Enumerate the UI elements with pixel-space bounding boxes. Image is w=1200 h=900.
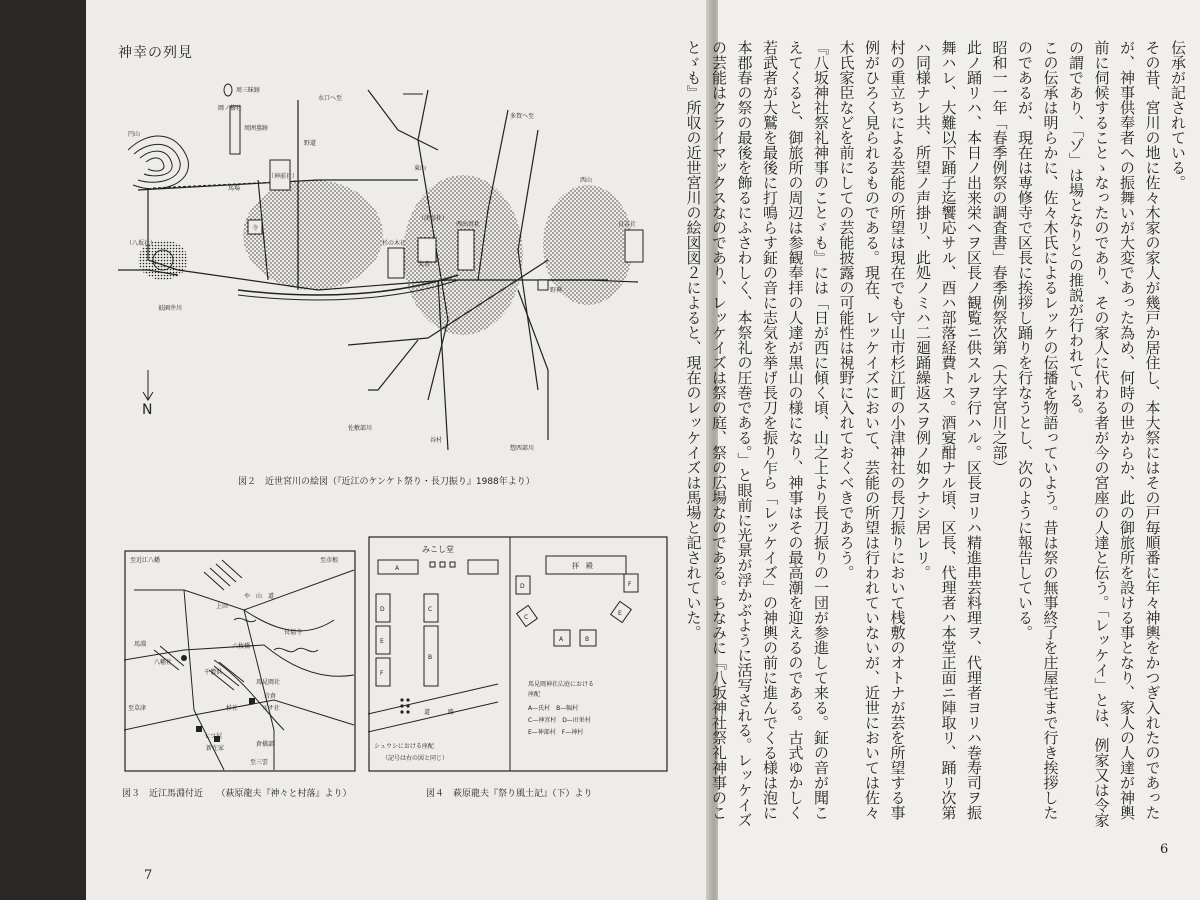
fig4-right-box-c: C <box>524 614 529 621</box>
figure-4-diagram <box>368 536 668 772</box>
fig4-road-label: 道 路 <box>424 709 455 716</box>
fig4-legend-row-1: A—氏村 B—幅村 <box>528 705 579 712</box>
fig3-label-hachimansha: 八幡社 <box>154 659 173 666</box>
fig3-label-mikumo: 至三雲 <box>250 759 269 766</box>
fig4-right-box-d: D <box>520 583 525 590</box>
figure-3-svg <box>124 550 356 772</box>
figure-4-svg <box>368 536 668 772</box>
figure-2-map <box>118 70 698 470</box>
fig2-label-nogami: 野神 <box>550 287 563 294</box>
fig3-label-ueda: 上田 <box>216 603 229 610</box>
figure-3-caption: 図３ 近江馬淵付近 （萩原龍夫『神々と村落』より） <box>122 789 352 799</box>
fig3-label-mabuchi: 馬淵 <box>134 641 147 648</box>
fig2-label-sugiki: 杉の木社 <box>382 240 407 247</box>
fig2-label-nishiide: 西出宮社 <box>456 221 481 228</box>
fig2-label-giongawa: 祇園井川 <box>158 305 183 312</box>
body-paragraph: 『八坂神社祭礼神事のことゞも』には「日が西に傾く頃、山之上より長刀振りの一団が参進して来る。鉦の音が聞こえてくると、御旅所の周辺は参観奉拝の人達が黒山の様になり、神事はその最高潮を迎えるのである。古式ゆかしく若武者が大鷲を最後に打鳴らす鉦の音に志気を挙げ長刀を振り乍ら「レッケイズ」の神輿の前に進んでくる様は泡に本郡春の祭の最後を飾るにふさわしく、本祭礼の圧巻である。」と眼前に光景が浮かぶように活写される。レッケイズの芸能はクライマックスなのであり、レッケイズは祭の庭、祭の広場なのである。ちなみに『八坂神社祭礼神事のことゞも』所収の近世宮川の絵図図２によると、現在のレッケイズは馬場と記されていた。 <box>684 40 830 828</box>
fig2-label-hiyoshi: 日吉社 <box>618 221 637 228</box>
fig2-label-kanzan: （神前社） <box>268 173 299 180</box>
fig4-right-box-f: F <box>628 581 632 588</box>
fig2-label-baba: 馬場 <box>228 185 241 192</box>
fig3-label-susa: スサ社 <box>262 705 280 712</box>
fig4-legend-row-3: E—神部村 F—神村 <box>528 729 584 736</box>
fig3-label-senso: 千僧供 <box>204 669 223 676</box>
fig3-label-iwakura: 岩倉 <box>264 693 277 700</box>
north-arrow-label: N <box>142 402 153 418</box>
fig2-label-maruyama: 円山 <box>128 131 141 138</box>
fig3-label-shinzaike: 新在家 <box>206 745 225 752</box>
fig4-right-box-b: B <box>585 636 590 643</box>
fig4-left-note-1: シュウシにおける座配 <box>374 743 434 750</box>
fig4-legend-row-2: C—神宮村 D—田栄村 <box>528 717 591 724</box>
figure-2-svg <box>118 70 698 470</box>
fig3-label-omi-hachiman: 至近江八幡 <box>130 557 161 564</box>
fig3-label-chofukuji: 長福寺 <box>284 629 303 636</box>
running-header: 神幸の列見 <box>118 45 193 61</box>
page-number-left: 7 <box>144 868 153 883</box>
body-paragraph: 此ノ踊リハ、本日ノ出来栄ヘヲ区長ノ観覧ニ供スルヲ行ハル。区長ヨリハ精進串芸料理ヲ、代理者ヨリハ巻寿司ヲ振舞ハレ、大難以下踊子迄饗応サル、酉ハ部落経費トス。酒宴酣ナル頃、区長、代理者ハ本堂正面ニ陣取リ、踊リ次第ハ同様ナレ共、所望ノ声掛リ、此処ノミハ二廻踊繰返スヲ例ノ如クナシ居レリ。 <box>914 40 983 820</box>
fig4-left-note-2: （記号は右の図と同じ） <box>382 755 449 762</box>
fig4-right-box-e: E <box>618 610 622 617</box>
fig2-label-monogawa: 惣西部川 <box>510 445 535 452</box>
fig2-label-taga: 多賀へ至 <box>510 113 535 120</box>
figure-2-caption: 図２ 近世宮川の絵図（『近江のケンケト祭り・長刀振り』1988年より） <box>238 477 535 487</box>
body-text <box>684 40 1190 830</box>
fig2-legend-2: 岡ノ椿社 <box>218 105 243 112</box>
page-number-right: 6 <box>1160 842 1169 857</box>
fig2-label-higashiyama: 東山 <box>414 165 427 172</box>
fig2-label-omiya: 大宮 <box>418 261 431 268</box>
fig3-label-sugisha: 杉社 <box>226 705 239 712</box>
fig3-label-kurahashi: 倉橋部 <box>256 741 275 748</box>
fig3-label-hikone: 至彦根 <box>320 557 339 564</box>
fig4-legend-title-1: 馬見岡神社広庭における <box>528 681 595 688</box>
fig4-left-box-a: A <box>395 565 400 572</box>
figure-3-map <box>124 550 356 772</box>
body-paragraph: 昭和一一年「春季例祭の調査書」春季例祭次第（大字宮川之部） <box>990 40 1009 475</box>
body-paragraph: 伝承が記されている。 <box>1169 40 1187 190</box>
fig2-label-yasaka: （八坂社） <box>126 240 157 247</box>
fig4-haiden-label: 拝 殿 <box>572 562 593 570</box>
figure-4-caption: 図４ 萩原龍夫『祭り風土記』（下）より <box>426 789 593 799</box>
fig2-label-nishiyama: 西山 <box>580 177 593 184</box>
fig4-legend-title-2: 座配 <box>528 691 541 698</box>
fig4-mikoshi-label: みこし堂 <box>422 545 454 554</box>
fig3-label-bamioka: 馬見岡社 <box>256 679 281 686</box>
fig4-left-box-e: E <box>380 638 384 645</box>
fig2-label-tsushima: （津島社） <box>418 215 449 222</box>
fig4-left-box-b: B <box>428 654 433 661</box>
fig3-label-yamamichi: や 山 道 <box>244 593 275 600</box>
fig2-label-tanimura: 谷村 <box>430 437 443 444</box>
fig2-legend-1: 周三昧跡 <box>236 87 261 94</box>
fig4-left-box-f: F <box>380 670 384 677</box>
body-paragraph: 村の重立ちによる芸能の所望は現在でも守山市杉江町の小津神社の長刀振りにおいて桟敷のオトナが芸を所望する事例がひろく見られるものである。現在、レッケイズにおいて、芸能の所望は行われていないが、近世においては佐々木氏家臣などを前にしての芸能披露の可能性は視野に入れておくべきであろう。 <box>837 40 907 820</box>
body-paragraph: その昔、宮川の地に佐々木家の家人が幾戸か居住し、本大祭にはその戸毎順番に年々神輿をかつぎ入れたのであったが、神事供奉者への振舞いが大変であった為め、何時の世からか、此の御旅所を設ける事となり、家人の人達が神輿前に伺候することゝなったのであり、その家人に代わる者が今の宮座の人達と伝う。「レッケイ」とは、例家又は令家の謂であり、「ゾ」は場となりとの推説が行われている。 <box>1067 40 1162 828</box>
body-paragraph: この伝承は明らかに、佐々木氏によるレッケの伝播を物語っていよう。昔は祭の無事終了を庄屋宅まで行き挨拶したのであるが、現在は専修寺で区長に挨拶し踊りを行なうとし、次のように報告している。 <box>1016 40 1060 820</box>
fig4-right-box-a: A <box>559 636 564 643</box>
fig3-label-rokumai: 六枚橋 <box>232 643 251 650</box>
fig3-label-nanatsuya: 七ツ屋 <box>204 733 223 740</box>
fig3-label-kusatsu: 至草津 <box>128 705 147 712</box>
fig2-label-tera: 寺 <box>252 225 259 232</box>
fig2-label-mizuguchi: 水口へ至 <box>318 95 343 102</box>
fig4-left-box-c: C <box>428 606 433 613</box>
fig2-legend-3: 周囲墓跡 <box>244 125 269 132</box>
fig2-label-nodo: 野道 <box>304 140 317 147</box>
fig4-left-box-d: D <box>380 606 385 613</box>
fig2-label-sukegawa: 佐敷部川 <box>348 425 373 432</box>
